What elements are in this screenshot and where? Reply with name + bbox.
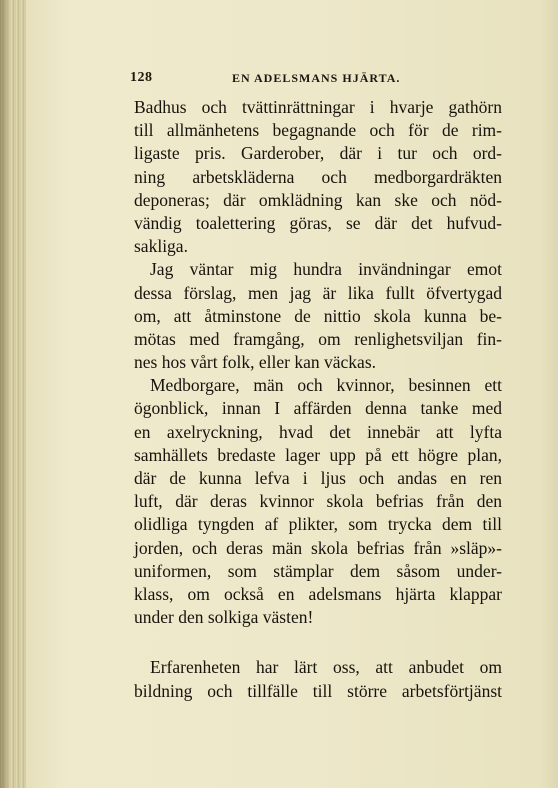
text-line: en axelryckning, hvad det innebär att lyfta [134, 421, 502, 442]
text-line: olidliga tyngden af plikter, som trycka dem till [134, 514, 502, 535]
text-line: bildning och tillfälle till större arbetsförtjänst [134, 680, 502, 701]
page-number: 128 [130, 70, 153, 85]
text-line: där de kunna lefva i ljus och andas en ren [134, 468, 502, 488]
text-line: ning arbetskläderna och medborgardräkten [134, 166, 502, 187]
body-text [134, 96, 502, 703]
text-line: Badhus och tvättinrättningar i hvarje gathörn [134, 97, 502, 117]
text-line: mötas med framgång, om renlighetsviljan fin- [134, 328, 502, 349]
text-line: om, att åtminstone de nittio skola kunna be- [134, 305, 502, 326]
text-line: vändig toalettering göras, se där det hufvud- [134, 212, 502, 233]
text-line: dessa förslag, men jag är lika fullt öfvertygad [134, 282, 502, 303]
text-line: uniformen, som stämplar dem såsom under- [134, 560, 502, 581]
text-line: Erfarenheten har lärt oss, att anbudet om [150, 657, 502, 678]
text-line: jorden, och deras män skola befrias från »släp»- [134, 537, 502, 558]
text-line: nes hos vårt folk, eller kan väckas. [134, 352, 377, 373]
text-line: ligaste pris. Garderober, där i tur och ord- [134, 143, 502, 164]
text-line: samhällets bredaste lager upp på ett högre plan, [134, 444, 502, 465]
text-line: ögonblick, innan I affärden denna tanke med [134, 398, 502, 419]
text-line: under den solkiga västen! [134, 607, 314, 628]
text-line: klass, om också en adelsmans hjärta klappar [134, 583, 502, 604]
text-line: till allmänhetens begagnande och för de rim- [134, 120, 502, 141]
text-line: luft, där deras kvinnor skola befrias från den [134, 491, 502, 512]
spine-shadow [0, 0, 8, 788]
paragraph-gap [134, 629, 502, 656]
text-line: sakliga. [134, 236, 188, 257]
text-line: Medborgare, män och kvinnor, besinnen ett [150, 375, 502, 396]
running-head-title: EN ADELSMANS HJÄRTA. [232, 71, 401, 85]
running-head [130, 70, 500, 88]
text-line: deponeras; där omklädning kan ske och nöd- [134, 189, 502, 210]
text-line: Jag väntar mig hundra invändningar emot [150, 259, 502, 280]
